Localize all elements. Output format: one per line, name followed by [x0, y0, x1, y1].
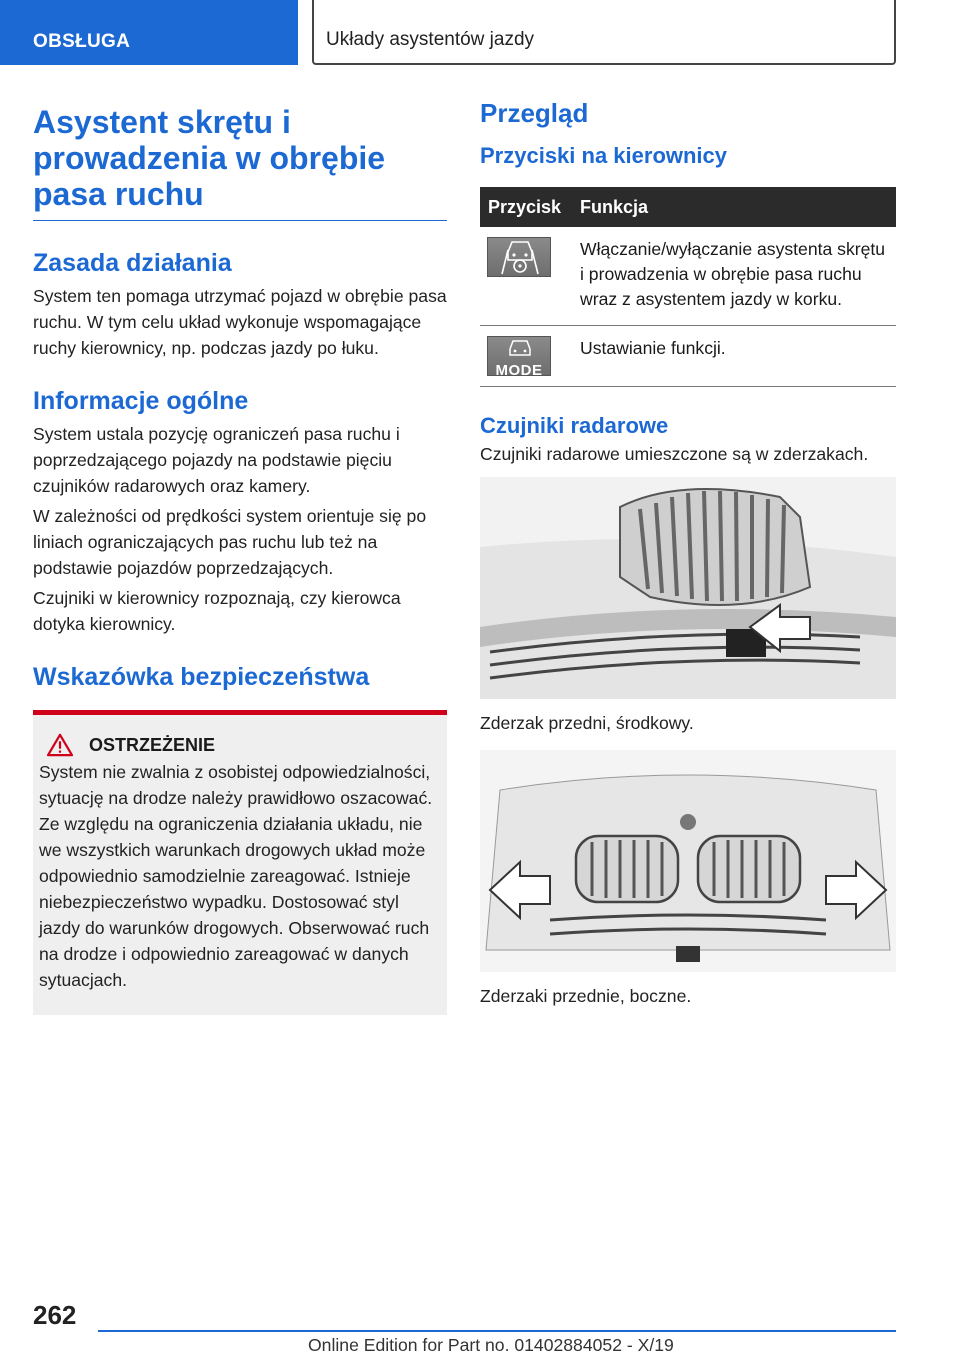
chapter-tab[interactable]	[312, 0, 896, 65]
heading-steering-buttons: Przyciski na kierownicy	[480, 143, 728, 168]
function-description: Włączanie/wyłączanie asystenta skrętu i prowadzenia w obrębie pasa ruchu wraz z asystentem jazdy w korku.	[572, 227, 896, 326]
section-label: OBSŁUGA	[33, 31, 131, 52]
buttons-table	[480, 187, 896, 387]
warning-box	[33, 710, 447, 1015]
heading-general-info: Informacje ogólne	[33, 387, 249, 415]
column-header-function: Funkcja	[572, 187, 896, 227]
footer-edition: Online Edition for Part no. 01402884052 - X/19	[308, 1335, 674, 1355]
front-bumper-side-image	[480, 750, 896, 972]
mode-button-icon	[487, 336, 551, 379]
paragraph: System ten pomaga utrzymać pojazd w obrębie pasa ruchu. W tym celu układ wykonuje wspomagające ruchy kierownicy, np. podczas jazdy po łuku.	[33, 286, 447, 358]
heading-safety: Wskazówka bezpieczeństwa	[33, 663, 370, 691]
lane-assist-button-icon	[487, 237, 551, 277]
paragraph: W zależności od prędkości system orientuje się po liniach ograniczających pas ruchu lub też na podstawie pojazdów poprzedzających.	[33, 506, 427, 578]
table-row	[480, 227, 896, 326]
heading-principle: Zasada działania	[33, 249, 232, 277]
paragraph: Czujniki w kierownicy rozpoznają, czy kierowca dotyka kierownicy.	[33, 588, 401, 634]
warning-title-row	[39, 733, 435, 757]
table-row	[480, 326, 896, 387]
front-bumper-center-image	[480, 477, 896, 699]
heading-radar-sensors: Czujniki radarowe	[480, 413, 669, 438]
left-column	[33, 104, 447, 1015]
paragraph: Czujniki radarowe umieszczone są w zderzakach.	[480, 444, 869, 464]
warning-text: System nie zwalnia z osobistej odpowiedzialności, sytuację na drodze należy prawidłowo oszacować. Ze względu na ograniczenia działania układu, nie we wszystkich warunkach drogowych układ może odpowiednio samodzielnie zareagować. Istnieje niebezpieczeństwo wypadku. Dostosować styl jazdy do warunków drogowych. Obserwować ruch na drodze i odpowiednio zareagować w danych sytuacjach.	[39, 762, 433, 990]
warning-title: OSTRZEŻENIE	[89, 734, 216, 755]
column-header-button: Przycisk	[480, 187, 572, 227]
warning-triangle-icon	[45, 733, 75, 757]
footer-divider	[98, 1330, 896, 1332]
heading-overview: Przegląd	[480, 98, 589, 128]
image-caption: Zderzak przedni, środkowy.	[480, 713, 694, 733]
function-description: Ustawianie funkcji.	[572, 326, 896, 387]
mode-label: MODE	[495, 362, 543, 379]
image-caption: Zderzaki przednie, boczne.	[480, 986, 692, 1006]
page-title: Asystent skrętu i prowadzenia w obrębie pasa ruchu	[33, 104, 447, 221]
paragraph: System ustala pozycję ograniczeń pasa ruchu i poprzedzającego pojazdy na podstawie pięciu czujników radarowych oraz kamery.	[33, 424, 400, 496]
right-column	[480, 98, 896, 1007]
page-number: 262	[33, 1300, 77, 1330]
chapter-label: Układy asystentów jazdy	[326, 29, 535, 50]
section-tab[interactable]	[0, 0, 298, 65]
